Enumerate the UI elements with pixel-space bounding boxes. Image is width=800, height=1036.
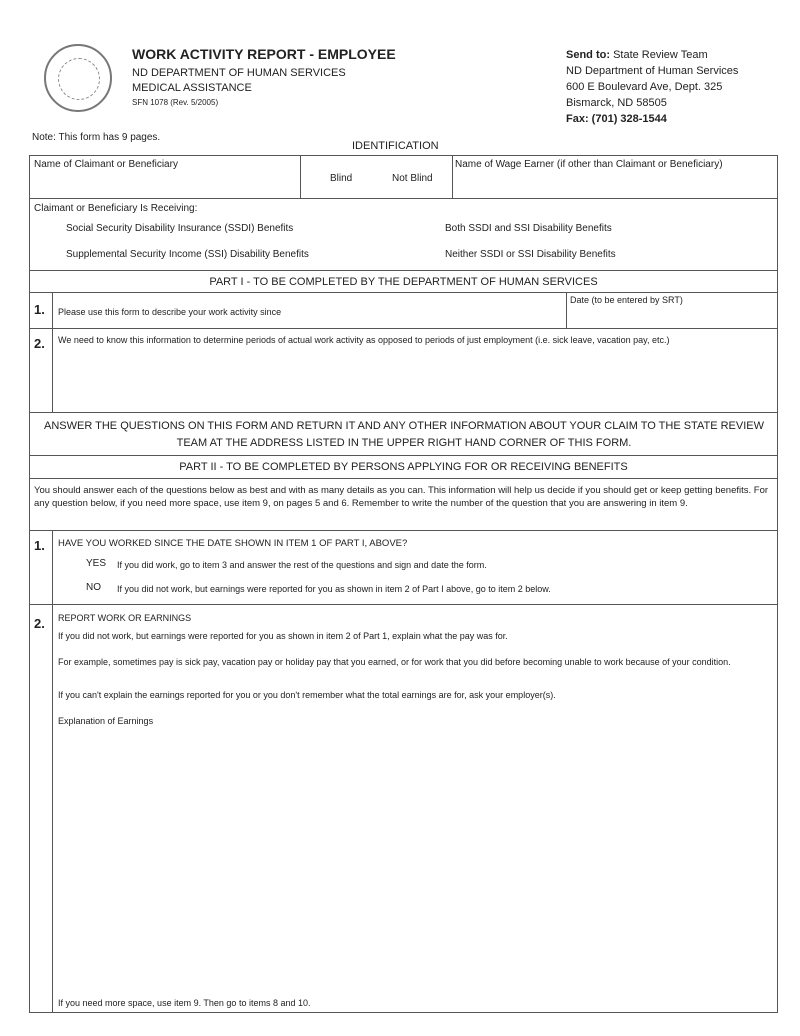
date-field[interactable]: Date (to be entered by SRT) [570,295,683,305]
part1-title: PART I - TO BE COMPLETED BY THE DEPARTMENT OF HUMAN SERVICES [209,276,598,288]
claimant-name-field[interactable]: Name of Claimant or Beneficiary [34,159,178,170]
not-blind-checkbox[interactable]: Not Blind [392,173,433,184]
form-number: SFN 1078 (Rev. 5/2005) [132,98,219,107]
identification-title: IDENTIFICATION [352,140,439,152]
question-2: REPORT WORK OR EARNINGS [58,613,192,623]
yes-option[interactable]: YES [86,558,107,569]
explanation-label: Explanation of Earnings [58,716,154,726]
form-title: WORK ACTIVITY REPORT - EMPLOYEE [132,46,396,62]
part1-item1: Please use this form to describe your work activity since [58,307,282,317]
no-option[interactable]: NO [86,582,101,593]
wage-earner-field[interactable]: Name of Wage Earner (if other than Claimant or Beneficiary) [455,159,723,170]
send-to-address: Send to: State Review Team ND Department of Human Services 600 E Boulevard Ave, Dept. 325 Bismarck, ND 58505 Fax: (701) 328-1544 [566,49,739,125]
ssi-option[interactable]: Supplemental Security Income (SSI) Disability Benefits [66,249,309,260]
state-seal-logo [44,44,112,112]
both-option[interactable]: Both SSDI and SSI Disability Benefits [445,223,612,234]
neither-option[interactable]: Neither SSDI or SSI Disability Benefits [445,249,616,260]
receiving-label: Claimant or Beneficiary Is Receiving: [34,203,198,214]
question-1: HAVE YOU WORKED SINCE THE DATE SHOWN IN ITEM 1 OF PART I, ABOVE? [58,538,408,549]
program: MEDICAL ASSISTANCE [132,82,252,94]
part2-instructions: You should answer each of the questions below as best and with as many details as you can. This information will help us decide if you should get or keep getting benefits. For any question below, if you need more space, use item 9, on pages 5 and 6. Remember to write the number of the question that you are answering in item 9. [34,485,769,509]
answer-notice: ANSWER THE QUESTIONS ON THIS FORM AND RETURN IT AND ANY OTHER INFORMATION ABOUT YOUR CLAIM TO THE STATE REVIEW TEAM AT THE ADDRESS LISTED IN THE UPPER RIGHT HAND CORNER OF THIS FORM. [44,420,764,449]
page-count-note: Note: This form has 9 pages. [32,132,161,143]
more-space-note: If you need more space, use item 9. Then go to items 8 and 10. [58,998,311,1008]
department: ND DEPARTMENT OF HUMAN SERVICES [132,67,346,79]
ssdi-option[interactable]: Social Security Disability Insurance (SSDI) Benefits [66,223,294,234]
blind-checkbox[interactable]: Blind [330,173,353,184]
part1-item2: We need to know this information to determine periods of actual work activity as opposed to periods of just employment (i.e. sick leave, vacation pay, etc.) [58,335,670,345]
explanation-field[interactable] [56,730,774,992]
form-page: WORK ACTIVITY REPORT - EMPLOYEE ND DEPARTMENT OF HUMAN SERVICES MEDICAL ASSISTANCE SFN 1078 (Rev. 5/2005) Send to: State Review Team ND Department of Human Services 600 E Boulevard Ave, Dept. 325 Bismarck, ND 58505 Fax: (701) 328-1544 Note: This form has 9 pages. IDENTIFICATION Name of Claimant or Beneficiary Blind Not Blind Name of Wage Earner (if other than Claimant or Beneficiary) Claimant or Beneficiary Is Receiving: Social Security Disability Insurance (SSDI) Benefits Both SSDI and SSI Disability Benefits Supplemental Security Income (SSI) Disability Benefits Neither SSDI or SSI Disability Benefits PART I - TO BE COMPLETED BY THE DEPARTMENT OF HUMAN SERVICES 1. Please use this form to describe your work activity since Date (to be entered by SRT) 2. We need to know this information to determine periods of actual work activity as opposed to periods of just employment (i.e. sick leave, vacation pay, etc.) ANSWER THE QUESTIONS ON THIS FORM AND RETURN IT AND ANY OTHER INFORMATION ABOUT YOUR CLAIM TO THE STATE REVIEW TEAM AT THE ADDRESS LISTED IN THE UPPER RIGHT HAND CORNER OF THIS FORM. PART II - TO BE COMPLETED BY PERSONS APPLYING FOR OR RECEIVING BENEFITS You should answer each of the questions below as best and with as many details as you can. This information will help us decide if you should get or keep getting benefits. For any question below, if you need more space, use item 9, on pages 5 and 6. Remember to write the number of the question that you are answering in item 9. 1. HAVE YOU WORKED SINCE THE DATE SHOWN IN ITEM 1 OF PART I, ABOVE? YES If you did work, go to item 3 and answer the rest of the questions and sign and date the form. NO If you did not work, but earnings were reported for you as shown in item 2 of Part I above, go to item 2 below. 2. REPORT WORK OR EARNINGS If you did not work, but earnings were reported for you as shown in item 2 of Part 1, explain what the pay was for. For example, sometimes pay is sick pay, vacation pay or holiday pay that you earned, or for work that you did before becoming unable to work because of your condition. If you can't explain the earnings reported for you or you don't remember what the total earnings are for, ask your employer(s). Explanation of Earnings If you need more space, use item 9. Then go to items 8 and 10. [0,0,800,1036]
part2-title: PART II - TO BE COMPLETED BY PERSONS APPLYING FOR OR RECEIVING BENEFITS [179,461,628,473]
